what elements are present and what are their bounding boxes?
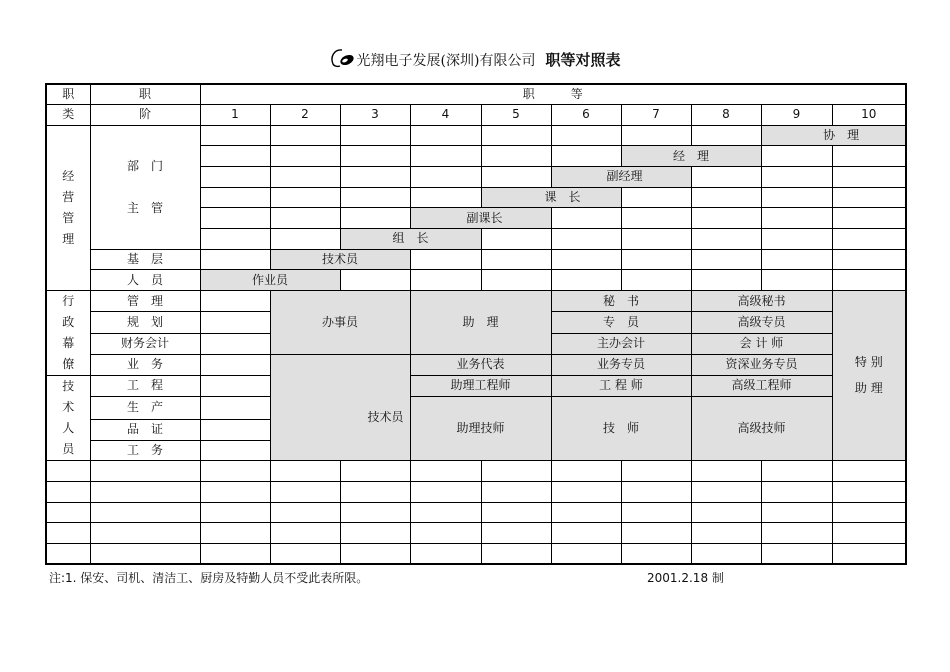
grade-6: 6 bbox=[551, 105, 621, 126]
grade-9: 9 bbox=[761, 105, 832, 126]
position-admin-finance: 财务会计 bbox=[90, 333, 200, 354]
position-tech-affairs: 工 务 bbox=[90, 440, 200, 461]
cell-manager: 经 理 bbox=[621, 146, 761, 167]
page-header bbox=[0, 48, 950, 72]
cell-senior-specialist: 高级专员 bbox=[691, 312, 832, 333]
cell-assistant: 助 理 bbox=[410, 290, 551, 354]
grade-7: 7 bbox=[621, 105, 691, 126]
cell-engineer: 工 程 师 bbox=[551, 376, 691, 397]
grade-5: 5 bbox=[481, 105, 551, 126]
table-row bbox=[46, 461, 906, 482]
cell-clerk: 办事员 bbox=[270, 290, 410, 354]
cell-deputy-manager: 副经理 bbox=[551, 167, 691, 188]
category-admin: 行 政 幕 僚 bbox=[46, 290, 90, 375]
position-base-a: 基 层 bbox=[90, 249, 200, 270]
footnote: 注:1. 保安、司机、清洁工、厨房及特勤人员不受此表所限。 bbox=[49, 571, 369, 585]
col-header-category-2: 类 bbox=[46, 105, 90, 126]
cell-accountant: 会 计 师 bbox=[691, 333, 832, 354]
cell-assistant-gm: 协 理 bbox=[761, 125, 906, 146]
cell-secretary: 秘 书 bbox=[551, 290, 691, 311]
date-stamp: 2001.2.18 制 bbox=[647, 571, 724, 585]
cell-assistant-engineer: 助理工程师 bbox=[410, 376, 551, 397]
col-header-position-1: 职 bbox=[90, 84, 200, 105]
position-admin-mgmt: 管 理 bbox=[90, 290, 200, 311]
position-admin-plan: 规 划 bbox=[90, 312, 200, 333]
cell-special-assistant: 特 别 助 理 bbox=[832, 290, 906, 460]
col-header-grade: 职 等 bbox=[200, 84, 906, 105]
table-row bbox=[46, 481, 906, 502]
position-tech-qc: 品 证 bbox=[90, 420, 200, 441]
cell-technician: 技 师 bbox=[551, 396, 691, 461]
cell-specialist: 专 员 bbox=[551, 312, 691, 333]
cell-senior-sales-specialist: 资深业务专员 bbox=[691, 354, 832, 375]
position-tech-prod: 生 产 bbox=[90, 396, 200, 419]
cell-senior-secretary: 高级秘书 bbox=[691, 290, 832, 311]
cell-operator: 作业员 bbox=[200, 270, 340, 291]
cell-sales-rep: 业务代表 bbox=[410, 354, 551, 375]
company-logo-icon bbox=[330, 48, 356, 72]
col-header-position-2: 阶 bbox=[90, 105, 200, 126]
category-tech: 技 术 人 员 bbox=[46, 376, 90, 461]
grade-2: 2 bbox=[270, 105, 340, 126]
position-base-b: 人 员 bbox=[90, 270, 200, 291]
grade-4: 4 bbox=[410, 105, 481, 126]
cell-deputy-section-chief: 副课长 bbox=[410, 208, 551, 229]
grade-8: 8 bbox=[691, 105, 761, 126]
col-header-category-1: 职 bbox=[46, 84, 90, 105]
position-tech-eng: 工 程 bbox=[90, 376, 200, 397]
grade-1: 1 bbox=[200, 105, 270, 126]
cell-sales-specialist: 业务专员 bbox=[551, 354, 691, 375]
cell-team-leader: 组 长 bbox=[340, 228, 481, 249]
cell-senior-technician: 高级技师 bbox=[691, 396, 832, 461]
grade-10: 10 bbox=[832, 105, 906, 126]
cell-section-chief: 课 长 bbox=[481, 187, 621, 208]
grade-3: 3 bbox=[340, 105, 410, 126]
cell-technician-staff: 技术员 bbox=[270, 249, 410, 270]
page-title: 职等对照表 bbox=[545, 51, 621, 69]
position-dept-head: 部 门 主 管 bbox=[90, 125, 200, 249]
cell-assistant-technician: 助理技师 bbox=[410, 396, 551, 461]
table-row bbox=[46, 502, 906, 523]
table-row bbox=[46, 543, 906, 564]
cell-chief-accountant: 主办会计 bbox=[551, 333, 691, 354]
cell-tech-tech: 技术员 bbox=[270, 376, 410, 461]
table-row bbox=[46, 523, 906, 544]
cell-senior-engineer: 高级工程师 bbox=[691, 376, 832, 397]
company-name: 光翔电子发展(深圳)有限公司 bbox=[356, 53, 536, 69]
category-management: 经 营 管 理 bbox=[46, 125, 90, 290]
position-admin-business: 业 务 bbox=[90, 354, 200, 375]
grade-comparison-table bbox=[45, 83, 907, 565]
